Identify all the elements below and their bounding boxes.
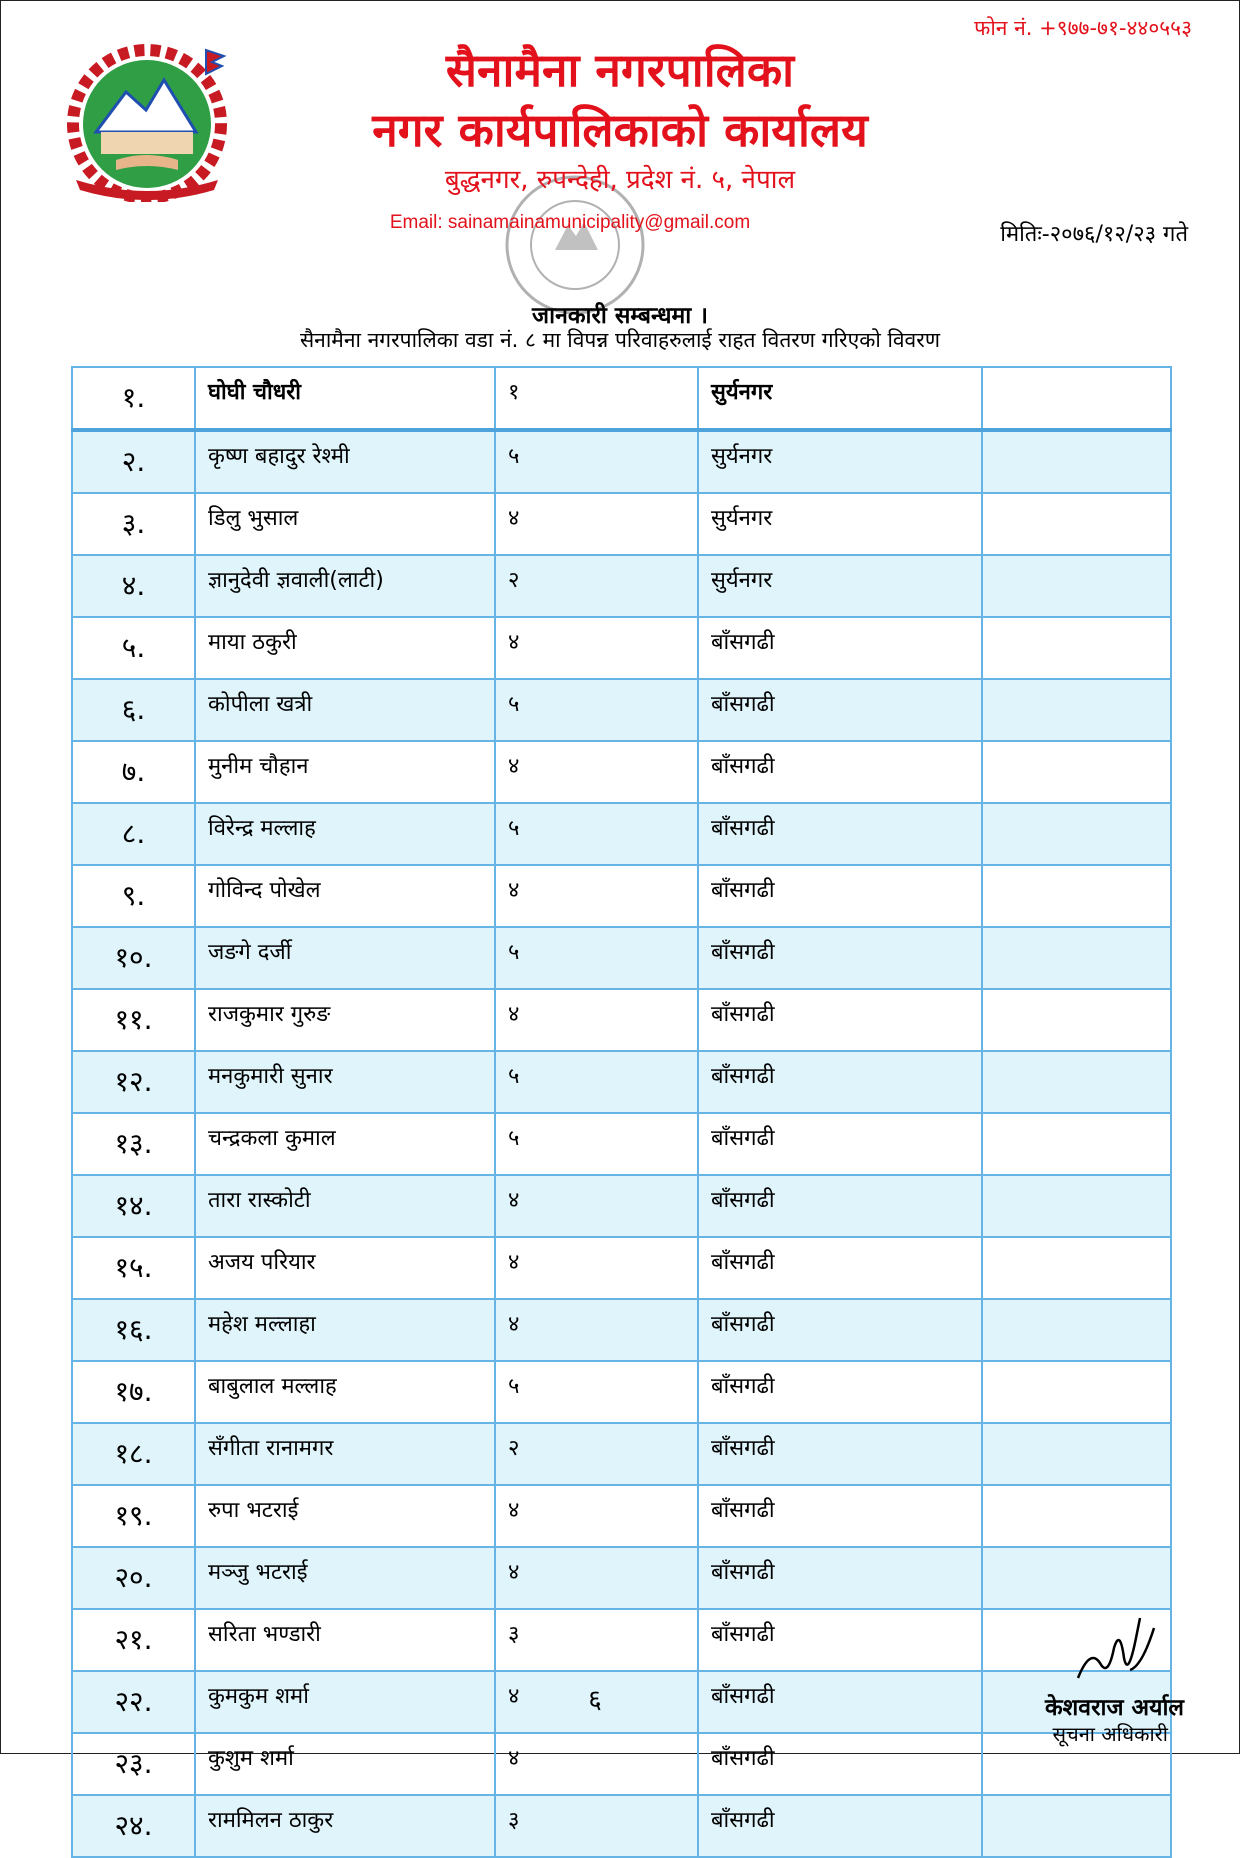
name-cell: अजय परियार: [195, 1237, 495, 1299]
remarks-cell: [982, 989, 1171, 1051]
serial-number-cell: १९.: [72, 1485, 195, 1547]
members-cell: ४: [495, 989, 698, 1051]
members-cell: १: [495, 367, 698, 430]
signatory-title: सूचना अधिकारी: [1052, 1722, 1168, 1746]
table-row: [72, 989, 1171, 1051]
place-cell: बाँसगढी: [698, 1361, 982, 1423]
name-cell: सरिता भण्डारी: [195, 1609, 495, 1671]
serial-number-cell: ५.: [72, 617, 195, 679]
name-cell: तारा रास्कोटी: [195, 1175, 495, 1237]
table-row: [72, 1547, 1171, 1609]
name-cell: कुमकुम शर्मा: [195, 1671, 495, 1733]
serial-number-cell: २३.: [72, 1733, 195, 1795]
place-cell: बाँसगढी: [698, 1795, 982, 1857]
serial-number-cell: ७.: [72, 741, 195, 803]
letter-subject: जानकारी सम्बन्धमा ।: [532, 303, 708, 329]
serial-number-cell: २२.: [72, 1671, 195, 1733]
serial-number-cell: १.: [72, 367, 195, 430]
name-cell: कृष्ण बहादुर रेश्मी: [195, 430, 495, 493]
place-cell: सुर्यनगर: [698, 555, 982, 617]
place-cell: बाँसगढी: [698, 1733, 982, 1795]
members-cell: ५: [495, 1051, 698, 1113]
remarks-cell: [982, 1237, 1171, 1299]
members-cell: ४: [495, 1175, 698, 1237]
table-row: [72, 617, 1171, 679]
table-row: [72, 1175, 1171, 1237]
members-cell: ४: [495, 1671, 698, 1733]
members-cell: ४: [495, 617, 698, 679]
serial-number-cell: १४.: [72, 1175, 195, 1237]
place-cell: बाँसगढी: [698, 1175, 982, 1237]
place-cell: बाँसगढी: [698, 1547, 982, 1609]
place-cell: सुर्यनगर: [698, 493, 982, 555]
members-cell: ४: [495, 1299, 698, 1361]
place-cell: बाँसगढी: [698, 1485, 982, 1547]
serial-number-cell: १७.: [72, 1361, 195, 1423]
office-email: Email: sainamainamunicipality@gmail.com: [389, 212, 751, 233]
serial-number-cell: १२.: [72, 1051, 195, 1113]
remarks-cell: [982, 430, 1171, 493]
letter-date: मितिः-२०७६/१२/२३ गते: [1000, 222, 1188, 247]
place-cell: बाँसगढी: [698, 803, 982, 865]
place-cell: बाँसगढी: [698, 741, 982, 803]
name-cell: रुपा भटराई: [195, 1485, 495, 1547]
table-row: [72, 1237, 1171, 1299]
table-row: [72, 1423, 1171, 1485]
remarks-cell: [982, 1299, 1171, 1361]
name-cell: जङगे दर्जी: [195, 927, 495, 989]
serial-number-cell: १०.: [72, 927, 195, 989]
members-cell: ४: [495, 1237, 698, 1299]
serial-number-cell: १५.: [72, 1237, 195, 1299]
serial-number-cell: ३.: [72, 493, 195, 555]
remarks-cell: [982, 1423, 1171, 1485]
name-cell: राममिलन ठाकुर: [195, 1795, 495, 1857]
members-cell: ३: [495, 1609, 698, 1671]
members-cell: ५: [495, 1361, 698, 1423]
serial-number-cell: ९.: [72, 865, 195, 927]
table-row: [72, 1795, 1171, 1857]
place-cell: बाँसगढी: [698, 1237, 982, 1299]
remarks-cell: [982, 367, 1171, 430]
serial-number-cell: २.: [72, 430, 195, 493]
place-cell: बाँसगढी: [698, 679, 982, 741]
name-cell: ज्ञानुदेवी ज्ञवाली(लाटी): [195, 555, 495, 617]
table-row: [72, 1113, 1171, 1175]
name-cell: माया ठकुरी: [195, 617, 495, 679]
members-cell: ४: [495, 1733, 698, 1795]
table-row: [72, 927, 1171, 989]
name-cell: कोपीला खत्री: [195, 679, 495, 741]
remarks-cell: [982, 1361, 1171, 1423]
members-cell: २: [495, 1423, 698, 1485]
remarks-cell: [982, 1485, 1171, 1547]
members-cell: २: [495, 555, 698, 617]
place-cell: बाँसगढी: [698, 1609, 982, 1671]
name-cell: घोघी चौधरी: [195, 367, 495, 430]
table-row: [72, 555, 1171, 617]
members-cell: ५: [495, 679, 698, 741]
members-cell: ५: [495, 803, 698, 865]
serial-number-cell: १६.: [72, 1299, 195, 1361]
page-number: ६: [588, 1685, 602, 1715]
table-row: [72, 679, 1171, 741]
office-title: नगर कार्यपालिकाको कार्यालय: [372, 103, 868, 157]
place-cell: सुर्यनगर: [698, 430, 982, 493]
name-cell: मनकुमारी सुनार: [195, 1051, 495, 1113]
members-cell: ४: [495, 741, 698, 803]
name-cell: महेश मल्लाहा: [195, 1299, 495, 1361]
members-cell: ३: [495, 1795, 698, 1857]
table-row: [72, 741, 1171, 803]
name-cell: गोविन्द पोखेल: [195, 865, 495, 927]
relief-distribution-table: [71, 366, 1172, 1858]
place-cell: बाँसगढी: [698, 1423, 982, 1485]
remarks-cell: [982, 1795, 1171, 1857]
members-cell: ४: [495, 493, 698, 555]
table-row: [72, 430, 1171, 493]
name-cell: डिलु भुसाल: [195, 493, 495, 555]
signature-icon: [1070, 1608, 1160, 1688]
place-cell: सुर्यनगर: [698, 367, 982, 430]
serial-number-cell: १८.: [72, 1423, 195, 1485]
remarks-cell: [982, 1051, 1171, 1113]
remarks-cell: [982, 1175, 1171, 1237]
serial-number-cell: १३.: [72, 1113, 195, 1175]
serial-number-cell: ११.: [72, 989, 195, 1051]
members-cell: ५: [495, 927, 698, 989]
members-cell: ५: [495, 1113, 698, 1175]
table-row: [72, 493, 1171, 555]
remarks-cell: [982, 741, 1171, 803]
members-cell: ५: [495, 430, 698, 493]
place-cell: बाँसगढी: [698, 1299, 982, 1361]
name-cell: मुनीम चौहान: [195, 741, 495, 803]
remarks-cell: [982, 803, 1171, 865]
remarks-cell: [982, 1547, 1171, 1609]
members-cell: ४: [495, 865, 698, 927]
place-cell: बाँसगढी: [698, 1051, 982, 1113]
remarks-cell: [982, 1113, 1171, 1175]
name-cell: चन्द्रकला कुमाल: [195, 1113, 495, 1175]
serial-number-cell: २१.: [72, 1609, 195, 1671]
table-row: [72, 367, 1171, 430]
name-cell: बाबुलाल मल्लाह: [195, 1361, 495, 1423]
name-cell: विरेन्द्र मल्लाह: [195, 803, 495, 865]
municipality-title: सैनामैना नगरपालिका: [445, 43, 795, 97]
place-cell: बाँसगढी: [698, 617, 982, 679]
table-row: [72, 1361, 1171, 1423]
table-row: [72, 803, 1171, 865]
remarks-cell: [982, 927, 1171, 989]
table-row: [72, 1299, 1171, 1361]
serial-number-cell: २०.: [72, 1547, 195, 1609]
table-row: [72, 865, 1171, 927]
serial-number-cell: ६.: [72, 679, 195, 741]
serial-number-cell: ८.: [72, 803, 195, 865]
table-row: [72, 1733, 1171, 1795]
place-cell: बाँसगढी: [698, 927, 982, 989]
name-cell: सँगीता रानामगर: [195, 1423, 495, 1485]
name-cell: कुशुम शर्मा: [195, 1733, 495, 1795]
remarks-cell: [982, 679, 1171, 741]
table-row: [72, 1051, 1171, 1113]
letter-description: सैनामैना नगरपालिका वडा नं. ८ मा विपन्न परिवाहरुलाई राहत वितरण गरिएको विवरण: [299, 328, 941, 352]
name-cell: राजकुमार गुरुङ: [195, 989, 495, 1051]
remarks-cell: [982, 617, 1171, 679]
members-cell: ४: [495, 1485, 698, 1547]
members-cell: ४: [495, 1547, 698, 1609]
remarks-cell: [982, 865, 1171, 927]
place-cell: बाँसगढी: [698, 989, 982, 1051]
remarks-cell: [982, 555, 1171, 617]
serial-number-cell: ४.: [72, 555, 195, 617]
office-address: बुद्धनगर, रुपन्देही, प्रदेश नं. ५, नेपाल: [444, 165, 796, 195]
name-cell: मञ्जु भटराई: [195, 1547, 495, 1609]
table-row: [72, 1609, 1171, 1671]
place-cell: बाँसगढी: [698, 865, 982, 927]
remarks-cell: [982, 493, 1171, 555]
signatory-name: केशवराज अर्याल: [1045, 1695, 1184, 1721]
phone-number: फोन नं. +९७७-७१-४४०५५३: [974, 16, 1192, 40]
serial-number-cell: २४.: [72, 1795, 195, 1857]
table-row: [72, 1485, 1171, 1547]
place-cell: बाँसगढी: [698, 1671, 982, 1733]
place-cell: बाँसगढी: [698, 1113, 982, 1175]
